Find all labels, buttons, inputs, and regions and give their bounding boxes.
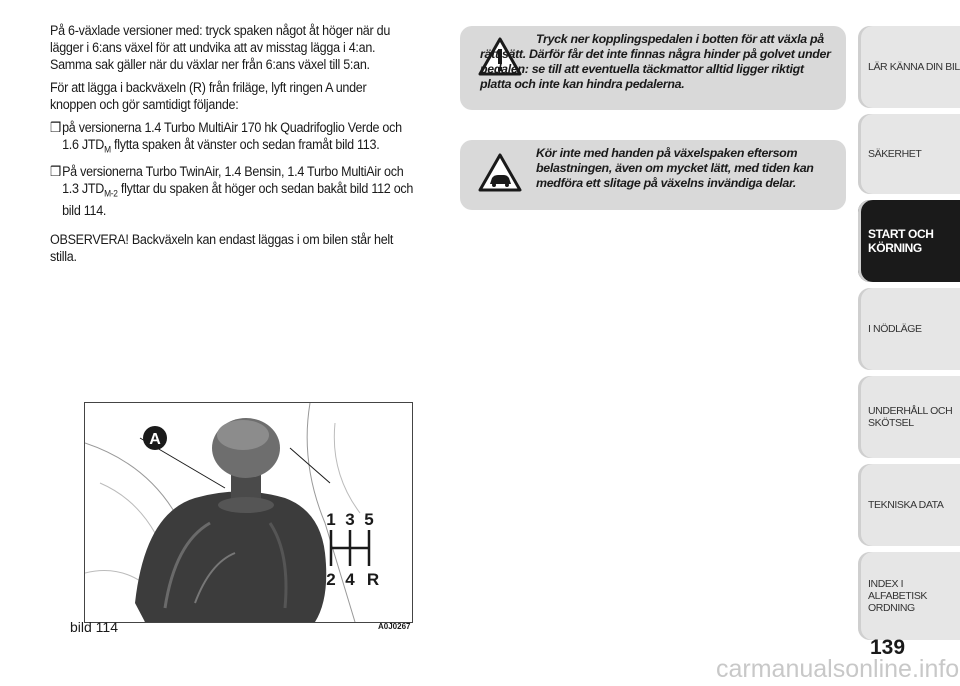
figure-caption: bild 114 — [70, 619, 119, 635]
paragraph-reverse: För att lägga i backväxeln (R) från friläge, lyft ringen A under knoppen och gör samtidigt följande: — [50, 80, 367, 112]
bullet-version-1: ❒ på versionerna 1.4 Turbo MultiAir 170 hk Quadrifoglio Verde och 1.6 $JTD_M$ flytta spaken åt vänster och sedan framåt bild 113. — [50, 120, 402, 155]
bullet-version-2: ❒ På versionerna Turbo TwinAir, 1.4 Bensin, 1.4 Turbo MultiAir och 1.3 $JTD_{M-2}$ flyttar du spaken åt höger och sedan bakåt bild 112 och bild 114. — [50, 163, 414, 219]
paragraph-sixth-gear: På 6-växlade versioner med: tryck spaken något åt höger när du lägger i 6:ans växel för att undvika att av misstag lägga i 4:an. Samma sak gäller när du växlar ner från 6:ans växel till 5:an. — [50, 23, 391, 72]
figure-code: A0J0267 — [378, 622, 411, 631]
bullet-mark: ❒ — [50, 120, 61, 135]
gear-lever-illustration — [85, 403, 412, 622]
svg-text:4: 4 — [345, 570, 355, 589]
tab-underhall[interactable]: UNDERHÅLL OCH SKÖTSEL — [858, 376, 960, 458]
tab-index[interactable]: INDEX I ALFABETISK ORDNING — [858, 552, 960, 640]
warning-text-clutch: Tryck ner kopplingspedalen i botten för att växla på rätt sätt. Därför får det inte finnas några hinder på golvet under pedalen: se till att eventuella täckmattor alltid ligger riktigt platta och inte kan hindra pedalerna. — [480, 32, 831, 91]
svg-text:3: 3 — [345, 510, 355, 529]
label-a: A — [149, 431, 161, 448]
tab-sakerhet[interactable]: SÄKERHET — [858, 114, 960, 194]
warning-text-gearlever: Kör inte med handen på växelspaken eftersom belastningen, även om mycket lätt, med tiden kan medföra ett slitage på växelns invändiga delar. — [536, 146, 814, 190]
note-reverse: OBSERVERA! Backväxeln kan endast läggas i om bilen står helt stilla. — [50, 232, 394, 265]
svg-text:2: 2 — [326, 570, 336, 589]
tab-lar-kanna[interactable]: LÄR KÄNNA DIN BIL — [858, 26, 960, 108]
gear-pattern-diagram — [326, 510, 379, 589]
warning-box-clutch — [460, 26, 846, 110]
tab-i-nodlage[interactable]: I NÖDLÄGE — [858, 288, 960, 370]
car-warning-triangle-icon — [478, 152, 522, 192]
watermark: carmanualsonline.info — [716, 655, 960, 683]
svg-text:1: 1 — [326, 510, 336, 529]
tab-start-korning[interactable]: START OCH KÖRNING — [858, 200, 960, 282]
body-text — [50, 22, 415, 271]
warning-box-gearlever — [460, 140, 846, 210]
bullet-mark: ❒ — [50, 163, 61, 179]
page-number: 139 — [870, 636, 906, 659]
gear-lever-figure — [84, 402, 413, 623]
tab-tekniska-data[interactable]: TEKNISKA DATA — [858, 464, 960, 546]
svg-text:R: R — [366, 570, 380, 589]
svg-text:5: 5 — [364, 510, 374, 529]
